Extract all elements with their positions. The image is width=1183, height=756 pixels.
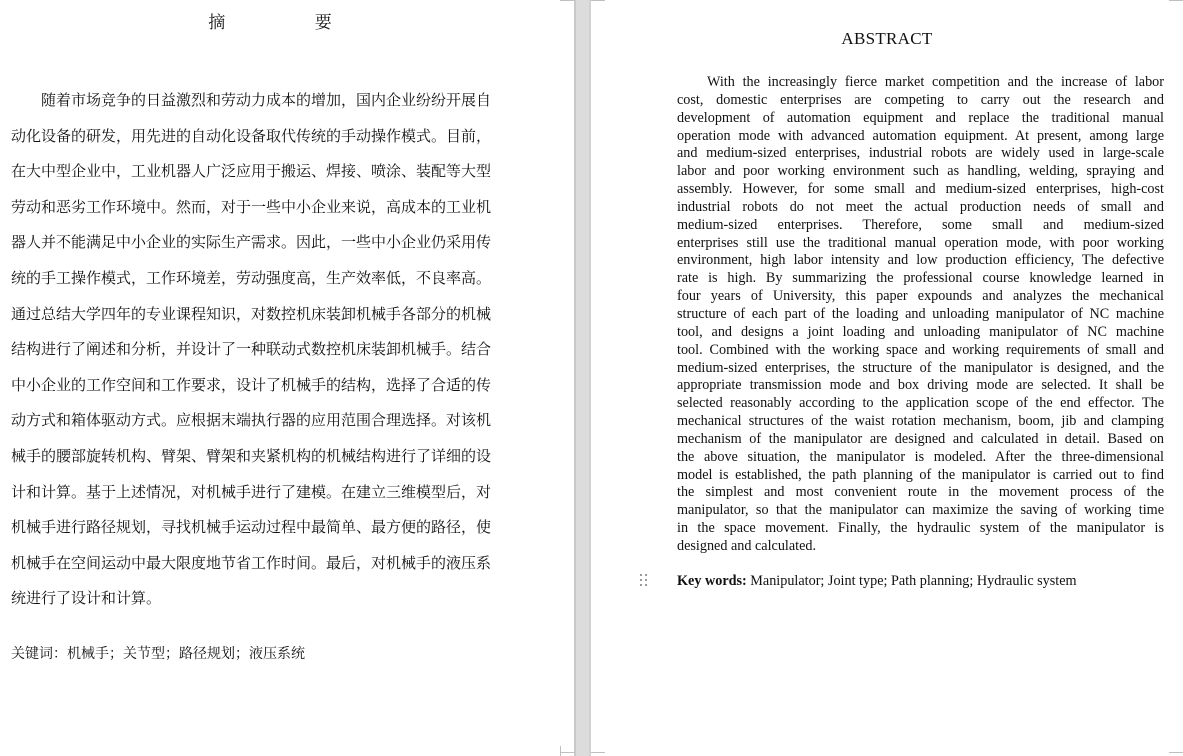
body-line: mechanism of the manipulator are designed and calculated in detail. Based on — [677, 430, 1164, 447]
body-line: model is established, the path planning of the manipulator is carried out to find — [677, 466, 1164, 483]
crop-mark — [560, 746, 561, 756]
body-line: tool, and designs a joint loading and unloading manipulator of NC machine — [677, 323, 1164, 340]
body-line: 动化设备的研发，用先进的自动化设备取代传统的手动操作模式。目前， — [11, 126, 492, 145]
body-line: 机械手进行路径规划，寻找机械手运动过程中最简单、最方便的路径，使 — [11, 518, 492, 537]
body-line: appropriate transmission mode and box driving mode are selected. It shall be — [677, 377, 1164, 394]
body-line: 计和计算。基于上述情况，对机械手进行了建模。在建立三维模型后，对 — [11, 482, 492, 501]
body-line: industrial robots do not meet the actual production needs of small and — [677, 198, 1164, 215]
body-line: operation mode with advanced automation equipment. At present, among large — [677, 127, 1164, 144]
english-abstract-title: ABSTRACT — [841, 29, 933, 48]
keywords-label: Key words: — [677, 573, 747, 589]
body-line: environment, high labor intensity and low production efficiency, The defective — [677, 252, 1164, 269]
crop-mark — [591, 0, 605, 1]
page-gutter — [574, 0, 591, 756]
crop-mark — [591, 752, 605, 753]
body-line: 器人并不能满足中小企业的实际生产需求。因此，一些中小企业仍采用传 — [11, 233, 492, 252]
chinese-abstract-body[interactable] — [11, 83, 498, 617]
body-line: 结构进行了阐述和分析，并设计了一种联动式数控机床装卸机械手。结合 — [11, 340, 492, 359]
body-line: designed and calculated. — [677, 537, 817, 554]
body-line: 通过总结大学四年的专业课程知识，对数控机床装卸机械手各部分的机械 — [11, 304, 492, 323]
body-line: in the space movement. Finally, the hydraulic system of the manipulator is — [677, 520, 1164, 537]
body-line: medium-sized enterprises, the structure of the manipulator is designed, and the — [677, 359, 1164, 376]
page-english-abstract[interactable] — [591, 0, 1183, 756]
body-line: 动方式和箱体驱动方式。应根据末端执行器的应用范围合理选择。对该机 — [11, 411, 492, 430]
chinese-abstract-title: 摘 要 — [208, 13, 374, 33]
chinese-keywords: 关键词：机械手；关节型；路径规划；液压系统 — [11, 646, 305, 662]
body-line: manipulator, so that the manipulator can maximize the saving of working time — [677, 502, 1164, 519]
body-line: 机械手在空间运动中最大限度地节省工作时间。最后，对机械手的液压系 — [11, 553, 492, 572]
body-line: four years of University, this paper expounds and analyzes the mechanical — [677, 288, 1164, 305]
body-line: 统的手工操作模式，工作环境差，劳动强度高，生产效率低，不良率高。 — [11, 268, 492, 287]
page-chinese-abstract[interactable] — [0, 0, 574, 756]
body-line: 械手的腰部旋转机构、臂架、臂架和夹紧机构的机械结构进行了详细的设 — [11, 446, 492, 465]
body-line: 随着市场竞争的日益激烈和劳动力成本的增加，国内企业纷纷开展自 — [41, 91, 492, 109]
body-line: assembly. However, for some small and medium-sized enterprises, high-cost — [677, 181, 1164, 198]
body-line: medium-sized enterprises. Therefore, some small and medium-sized — [677, 216, 1164, 233]
crop-mark — [1169, 752, 1183, 753]
keywords-value: Manipulator; Joint type; Path planning; Hydraulic system — [746, 573, 1077, 589]
english-keywords — [677, 573, 1077, 590]
body-line: cost, domestic enterprises are competing to carry out the research and — [677, 91, 1164, 108]
body-line: the simplest and most convenient route in the movement process of the — [677, 484, 1164, 501]
body-line: tool. Combined with the working space and working requirements of small and — [677, 341, 1164, 358]
body-line: 中小企业的工作空间和工作要求，设计了机械手的结构，选择了合适的传 — [11, 375, 492, 394]
crop-mark — [560, 0, 574, 1]
body-line: labor and poor working environment such as handling, welding, spraying and — [677, 163, 1164, 180]
body-line: development of automation equipment and replace the traditional manual — [677, 109, 1164, 126]
body-line: 在大中型企业中，工业机器人广泛应用于搬运、焊接、喷涂、装配等大型 — [11, 162, 492, 181]
body-line: enterprises still use the traditional manual operation mode, with poor working — [677, 234, 1164, 251]
english-abstract-body[interactable] — [677, 74, 1164, 556]
body-line: and medium-sized enterprises, industrial robots are widely used in large-scale — [677, 145, 1164, 162]
body-line: 劳动和恶劣工作环境中。然而，对于一些中小企业来说，高成本的工业机 — [11, 197, 492, 216]
body-line: 统进行了设计和计算。 — [11, 589, 162, 608]
body-line: structure of each part of the loading and unloading manipulator of NC machine — [677, 305, 1164, 322]
body-line: rate is high. By summarizing the professional course knowledge learned in — [677, 270, 1164, 287]
body-line: selected reasonably according to the application scope of the end effector. The — [677, 395, 1164, 412]
body-line: the above situation, the manipulator is modeled. After the three-dimensional — [677, 448, 1164, 465]
crop-mark — [1169, 0, 1183, 1]
drag-handle-icon[interactable] — [640, 574, 650, 588]
body-line: mechanical structures of the waist rotation mechanism, boom, jib and clamping — [677, 413, 1164, 430]
body-line: With the increasingly fierce market competition and the increase of labor — [707, 74, 1164, 90]
crop-mark — [560, 752, 574, 753]
